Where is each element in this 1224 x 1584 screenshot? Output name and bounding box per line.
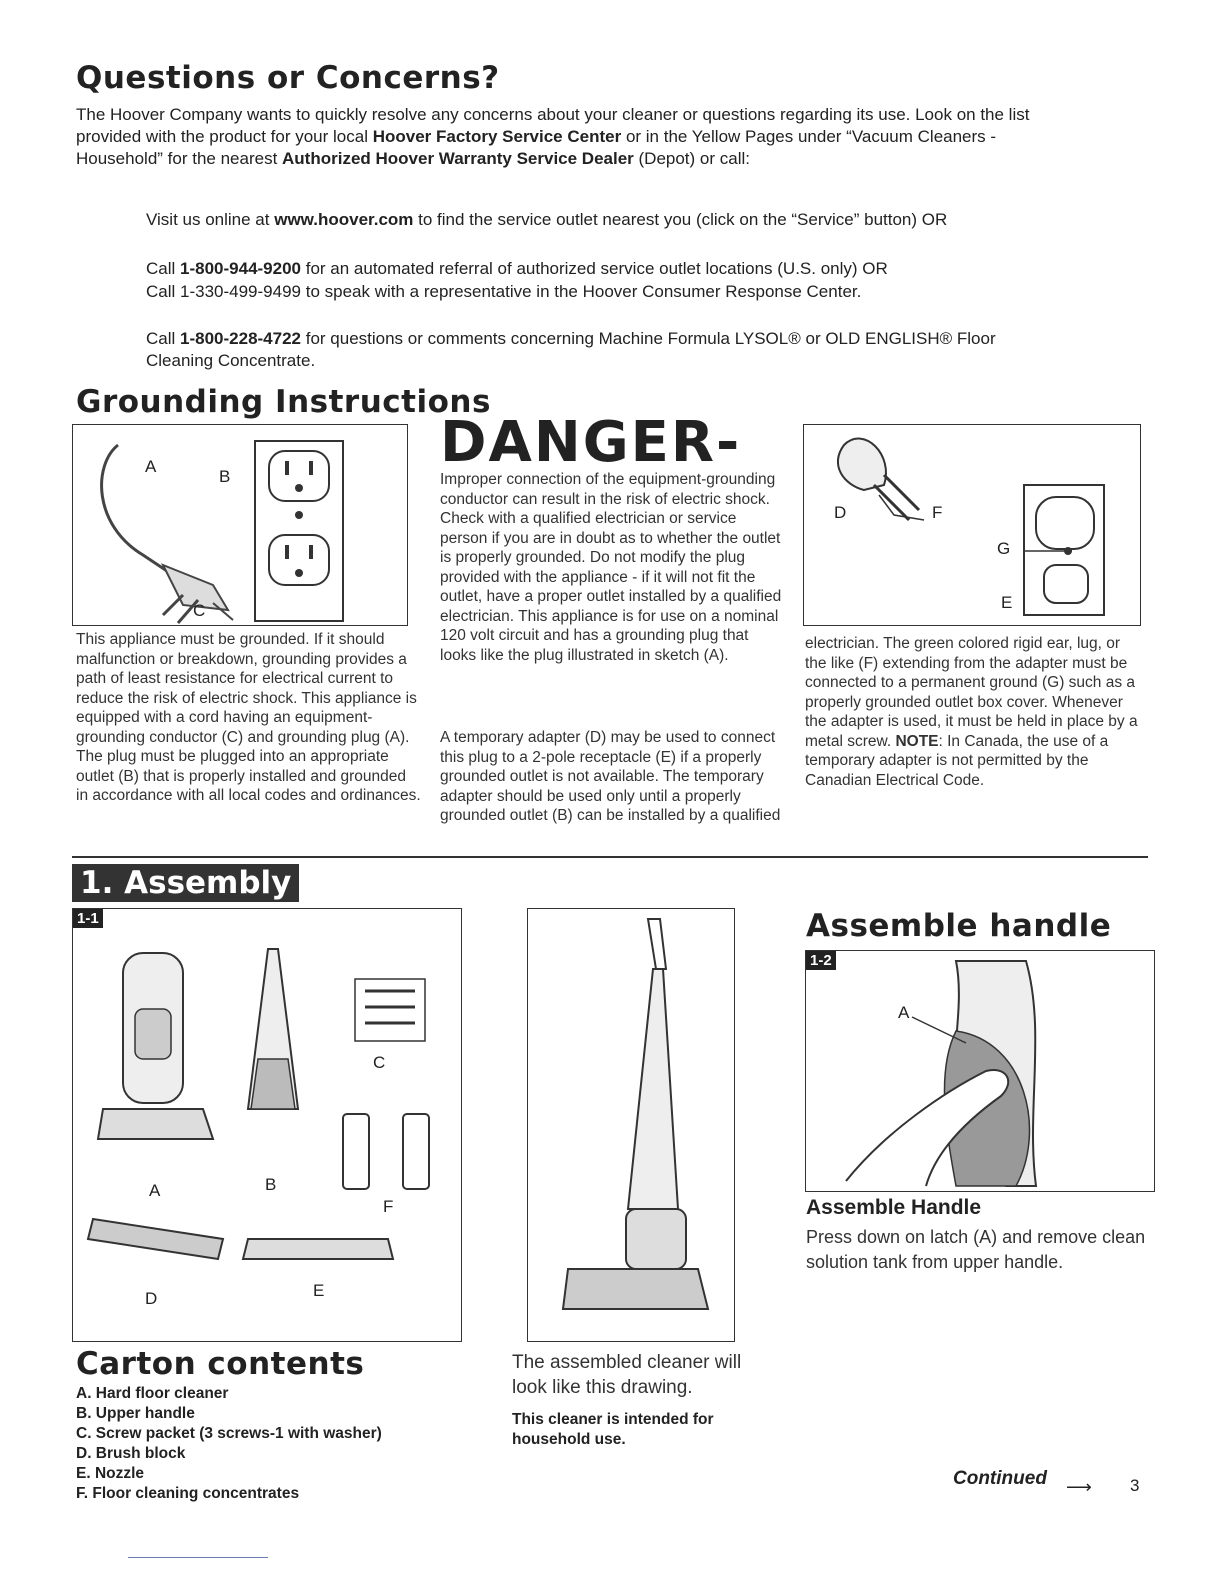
grounding-col2-p2: A temporary adapter (D) may be used to connect this plug to a 2-pole receptacle (E) if a properly grounded outlet is not available. The temporary adapter should be used only until a properly grounded outlet (B) can be installed by a qualified [440, 729, 781, 824]
label-c: C [193, 601, 206, 620]
continued-label: Continued [953, 1468, 1047, 1489]
grounding-col3-text: electrician. The green colored rigid ear, lug, or the like (F) extending from the adapter must be connected to a permanent ground (G) such as a properly grounded outlet box cover. Whenever the adapter is used, it must be held in place by a metal screw. NOTE: In Canada, the use of a temporary adapter is not permitted by the Canadian Electrical Code. [805, 635, 1138, 789]
household-note: This cleaner is intended for household use. [512, 1411, 714, 1448]
assembly-section-title: 1. Assembly [72, 864, 299, 902]
questions-intro: The Hoover Company wants to quickly resolve any concerns about your cleaner or questions regarding its use. Look on the list provided with the product for your local Hoover Factory Service Center or in the Yellow Pages under “Vacuum Cleaners - Household” for the nearest Authorized Hoover Warranty Service Dealer (Depot) or call: [76, 105, 1030, 168]
grounding-heading: Grounding Instructions [76, 384, 491, 420]
carton-parts-illustration [73, 909, 461, 1341]
contact-call-3: Call 1-800-228-4722 for questions or comments concerning Machine Formula LYSOL® or OLD ENGLISH® Floor Cleaning Concentrate. [146, 329, 996, 370]
part-label-b: B [265, 1175, 277, 1194]
assemble-handle-subheading: Assemble Handle [806, 1196, 982, 1219]
contact-call-1: Call 1-800-944-9200 for an automated referral of authorized service outlet locations (U.S. only) OR [146, 259, 888, 278]
handle-label-a: A [898, 1003, 910, 1022]
website-link[interactable]: www.hoover.com [274, 210, 414, 229]
label-g: G [997, 539, 1011, 558]
questions-heading: Questions or Concerns? [76, 60, 500, 96]
assemble-handle-heading: Assemble handle [806, 908, 1112, 944]
section-divider [72, 856, 1148, 858]
part-label-a: A [149, 1181, 161, 1200]
carton-parts-figure [72, 908, 462, 1342]
carton-item: C. Screw packet (3 screws-1 with washer) [76, 1425, 382, 1442]
carton-item: F. Floor cleaning concentrates [76, 1485, 300, 1502]
assembled-caption: The assembled cleaner will look like this drawing. [512, 1352, 742, 1398]
assemble-handle-text: Press down on latch (A) and remove clean solution tank from upper handle. [806, 1227, 1146, 1272]
adapter-figure [803, 424, 1141, 626]
label-f: F [932, 503, 943, 522]
assembled-cleaner-illustration [528, 909, 734, 1341]
contact-call-2: Call 1-330-499-9499 to speak with a representative in the Hoover Consumer Response Center. [146, 282, 862, 301]
label-e: E [1001, 593, 1013, 612]
figure-tag-1-1: 1-1 [73, 909, 103, 928]
grounding-col1-text: This appliance must be grounded. If it should malfunction or breakdown, grounding provides a path of least resistance for electrical current to reduce the risk of electric shock. This appliance is equipped with a cord having an equipment-grounding conductor (C) and grounding plug (A). The plug must be plugged into an appropriate outlet (B) that is properly installed and grounded in accordance with all local codes and ordinances. [76, 631, 421, 804]
carton-item: E. Nozzle [76, 1465, 145, 1482]
label-d: D [834, 503, 847, 522]
label-b: B [219, 467, 231, 486]
danger-heading: DANGER- [440, 410, 742, 475]
handle-figure [805, 950, 1155, 1192]
page-number: 3 [1130, 1476, 1140, 1495]
carton-item: B. Upper handle [76, 1405, 195, 1422]
part-label-e: E [313, 1281, 325, 1300]
carton-list [76, 1384, 382, 1504]
contact-visit: Visit us online at www.hoover.com to find the service outlet nearest you (click on the “Service” button) OR [146, 210, 948, 229]
plug-outlet-figure [72, 424, 408, 626]
carton-item: A. Hard floor cleaner [76, 1385, 229, 1402]
part-label-f: F [383, 1197, 394, 1216]
label-a: A [145, 457, 157, 476]
carton-heading: Carton contents [76, 1346, 365, 1382]
grounding-col2-p1: Improper connection of the equipment-grounding conductor can result in the risk of electric shock. Check with a qualified electrician or service person if you are in doubt as to whether the outlet is properly grounded. Do not modify the plug provided with the appliance - if it will not fit the outlet, have a proper outlet installed by a qualified electrician. This appliance is for use on a nominal 120 volt circuit and has a grounding plug that looks like the plug illustrated in sketch (A). [440, 471, 782, 664]
footer-line [128, 1557, 268, 1558]
carton-item: D. Brush block [76, 1445, 186, 1462]
figure-tag-1-2: 1-2 [806, 951, 836, 970]
plug-outlet-illustration [73, 425, 407, 625]
handle-illustration [806, 951, 1154, 1191]
arrow-right-icon: ⟶ [1066, 1477, 1092, 1497]
assembled-cleaner-figure [527, 908, 735, 1342]
part-label-c: C [373, 1053, 386, 1072]
part-label-d: D [145, 1289, 158, 1308]
adapter-illustration [804, 425, 1140, 625]
